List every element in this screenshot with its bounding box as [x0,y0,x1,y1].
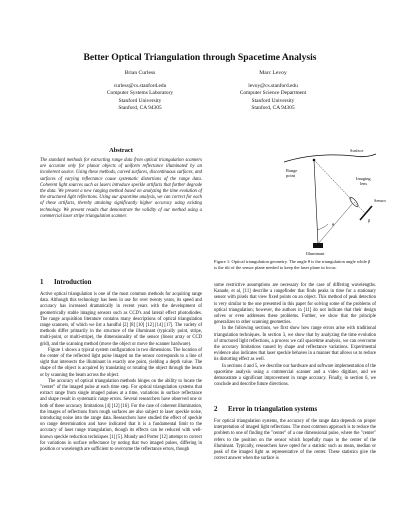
section-1-body [40,292,202,453]
author-address-1: Stanford, CA 94305 [118,104,162,111]
abstract-paragraph: The standard methods for extracting range data from optical triangulation scanners are accurate only for planar objects of uniform reflectance illuminated by an incoherent source. Using these methods, curved surfaces, discontinuous surfaces, and surfaces of varying reflectance cause systematic distortions of the range data. Coherent light sources such as lasers introduce speckle artifacts that further degrade the data. We present a new ranging method based on analyzing the time evolution of the structured light reflections. Using our spacetime analysis, we can correct for each of these artifacts, thereby attaining significantly higher accuracy using existing technology. We present results that demonstrate the validity of our method using a commercial laser stripe triangulation scanner. [40,158,202,219]
body-paragraph: Active optical triangulation is one of the most common methods for acquiring range data. Although this technology has been in use for over twenty years, its speed and accuracy has increased dramatically in recent years with the development of geometrically stable imaging sensors such as CCD's and lateral effect photodiodes. The range acquisition literature contains many descriptions of optical triangulation range scanners, of which we list a handful [2] [8] [10] [12] [14] [17]. The variety of methods differ primarily in the structure of the illuminant (typically point, stripe, multi-point, or multi-stripe), the dimensionality of the sensor (linear array or CCD grid), and the scanning method (move the object or move the scanner hardware). [40,292,202,347]
author-institution-2: Stanford University [251,97,295,104]
surface-curve [284,154,376,162]
author-email-1[interactable]: curless@cs.stanford.edu [113,83,167,89]
illuminant-source [313,243,323,248]
section-1-number: 1 [40,279,44,286]
label-surface: Surface [350,148,364,153]
section-2-number: 2 [214,406,218,413]
label-imaging-lens-1: Imaging [356,176,371,181]
figure-caption: Figure 1: Optical triangulation geometry. The angle θ is the triangulation angle while β is the tilt of the sensor plane needed to keep the laser plane in focus. [214,259,371,270]
body-paragraph: In sections 4 and 5, we describe our hardware and software implementation of the spacetime analysis using a commercial scanner and a video digitizer, and we demonstrate a significant improvement in range accuracy. Finally, in section 6, we conclude and describe future directions. [214,363,376,388]
lens-to-sensor-ray [354,202,366,214]
label-sensor: Sensor [374,198,386,203]
label-beta: β [368,218,371,223]
author-name-1: Brian Curless [124,70,156,76]
section-1-title: Introduction [54,279,92,286]
section-1-heading [40,278,91,287]
author-email-2[interactable]: levoy@cs.stanford.edu [248,83,298,89]
section-2-body [214,419,376,462]
author-dept-2: Computer Science Department [239,90,307,97]
abstract-text [40,158,202,220]
label-imaging-lens-2: lens [360,181,368,186]
author-dept-1: Computer Systems Laboratory [106,90,174,97]
section-2-heading [214,405,317,414]
label-range-point-2: point [286,173,296,178]
author-address-2: Stanford, CA 94305 [251,104,295,111]
range-point-marker [313,159,316,162]
body-paragraph: For optical triangulation systems, the accuracy of the range data depends on proper interpretation of imaged light reflections. The most common approach is to reduce the problem to one of finding the "center" of a one dimensional pulse, where the "center" refers to the position on the sensor which hopefully maps to the center of the illuminant. Typically, researchers have opted for a statistic such as mean, median or peak of the imaged light as representative of the center. These statistics give the correct answer when the surface is [214,419,376,462]
reflected-ray [314,160,352,200]
label-illuminant: Illuminant [306,251,325,256]
label-range-point-1: Range [286,168,298,173]
author-block-2 [193,83,353,112]
author-institution-1: Stanford University [118,97,162,104]
author-name-2: Marc Levoy [259,70,287,76]
theta-arc [317,224,328,230]
paper-title: Better Optical Triangulation through Spacetime Analysis [83,52,317,63]
illuminant-beam [314,160,318,244]
right-column-body [214,283,376,388]
body-paragraph: The accuracy of optical triangulation methods hinges on the ability to locate the "center" of the imaged pulse at each time step. For optical triangulation systems that extract range from single imaged pulses at a time, variations in surface reflectance and shape result in systematic range errors. Several researchers have observed one or both of these accuracy limitations [4] [12] [16]. For the case of coherent illumination, the images of reflections from rough surfaces are also subject to laser speckle noise, introducing noise into the range data. Researchers have studied the effect of speckle on range determination and have indicated that it is a fundamental limit to the accuracy of laser range triangulation, though its effects can be reduced with well-known speckle reduction techniques [1] [5]. Mundy and Porter [12] attempt to correct for variations in surface reflectance by noting that two imaged pulses, differing in position or wavelength are sufficient to overcome the reflectance errors, though [40,378,202,453]
section-2-title: Error in triangulation systems [228,406,318,413]
abstract-heading: Abstract [109,147,133,154]
body-paragraph: Figure 1 shows a typical system configuration in two dimensions. The location of the center of the reflected light pulse imaged on the sensor corresponds to a line of sight that intersects the illuminant in exactly one point, yielding a depth value. The shape of the object is acquired by translating or rotating the object through the beam or by scanning the beam across the object. [40,347,202,378]
body-paragraph: some restrictive assumptions are necessary for the case of differing wavelengths. Kanade, et al, [11] describe a rangefinder that finds peaks in time for a stationary sensor with pixels that view fixed points on an object. This method of peak detection is very similar to the one presented in this paper for solving some of the problems of optical triangulation; however, the authors in [11] do not indicate that their design solves or even addresses these problems. Further, we show that the principle generalizes to other scanning geometries. [214,283,376,326]
triangulation-figure [256,144,396,256]
label-theta: θ [332,222,335,227]
body-paragraph: In the following sections, we first show how range errors arise with traditional triangulation techniques. In section 3, we show that by analyzing the time evolution of structured light reflections, a process we call spacetime analysis, we can overcome the accuracy limitations caused by shape and reflectance variations. Experimental evidence also indicates that laser speckle behaves in a manner that allows us to reduce its distorting effect as well. [214,326,376,363]
baseline-ray [318,204,352,244]
